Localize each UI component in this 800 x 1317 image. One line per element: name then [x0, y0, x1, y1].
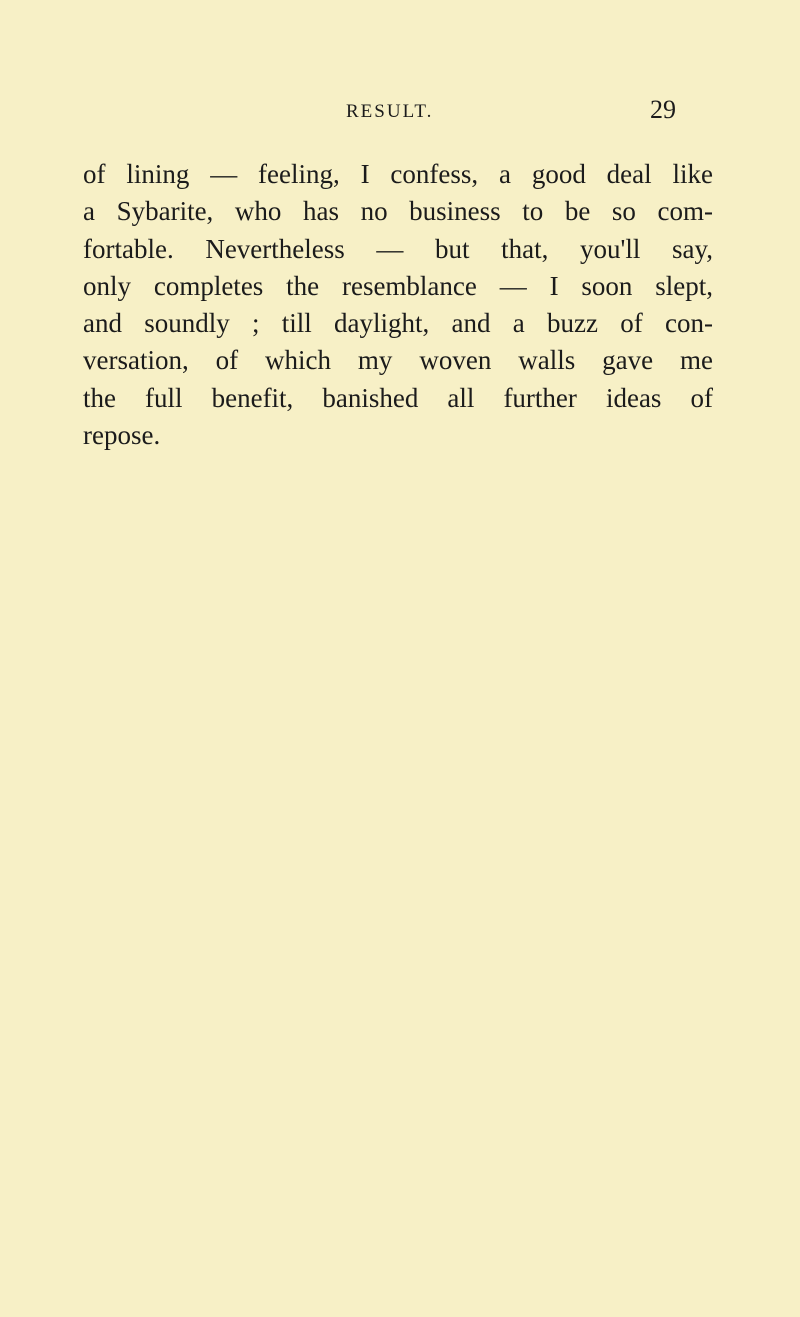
text-line: versation, of which my woven walls gave me — [83, 345, 713, 376]
body-paragraph — [83, 156, 713, 454]
text-line: repose. — [83, 420, 161, 451]
text-line: and soundly ; till daylight, and a buzz of con- — [83, 308, 713, 339]
text-line: a Sybarite, who has no business to be so com- — [83, 196, 713, 227]
running-title: RESULT. — [346, 101, 434, 122]
page-number: 29 — [650, 95, 676, 124]
text-line: fortable. Nevertheless — but that, you'll say, — [83, 233, 713, 264]
running-head — [0, 92, 800, 132]
text-line: the full benefit, banished all further ideas of — [83, 382, 713, 413]
text-line: of lining — feeling, I confess, a good deal like — [83, 159, 713, 189]
text-line: only completes the resemblance — I soon slept, — [83, 270, 713, 301]
